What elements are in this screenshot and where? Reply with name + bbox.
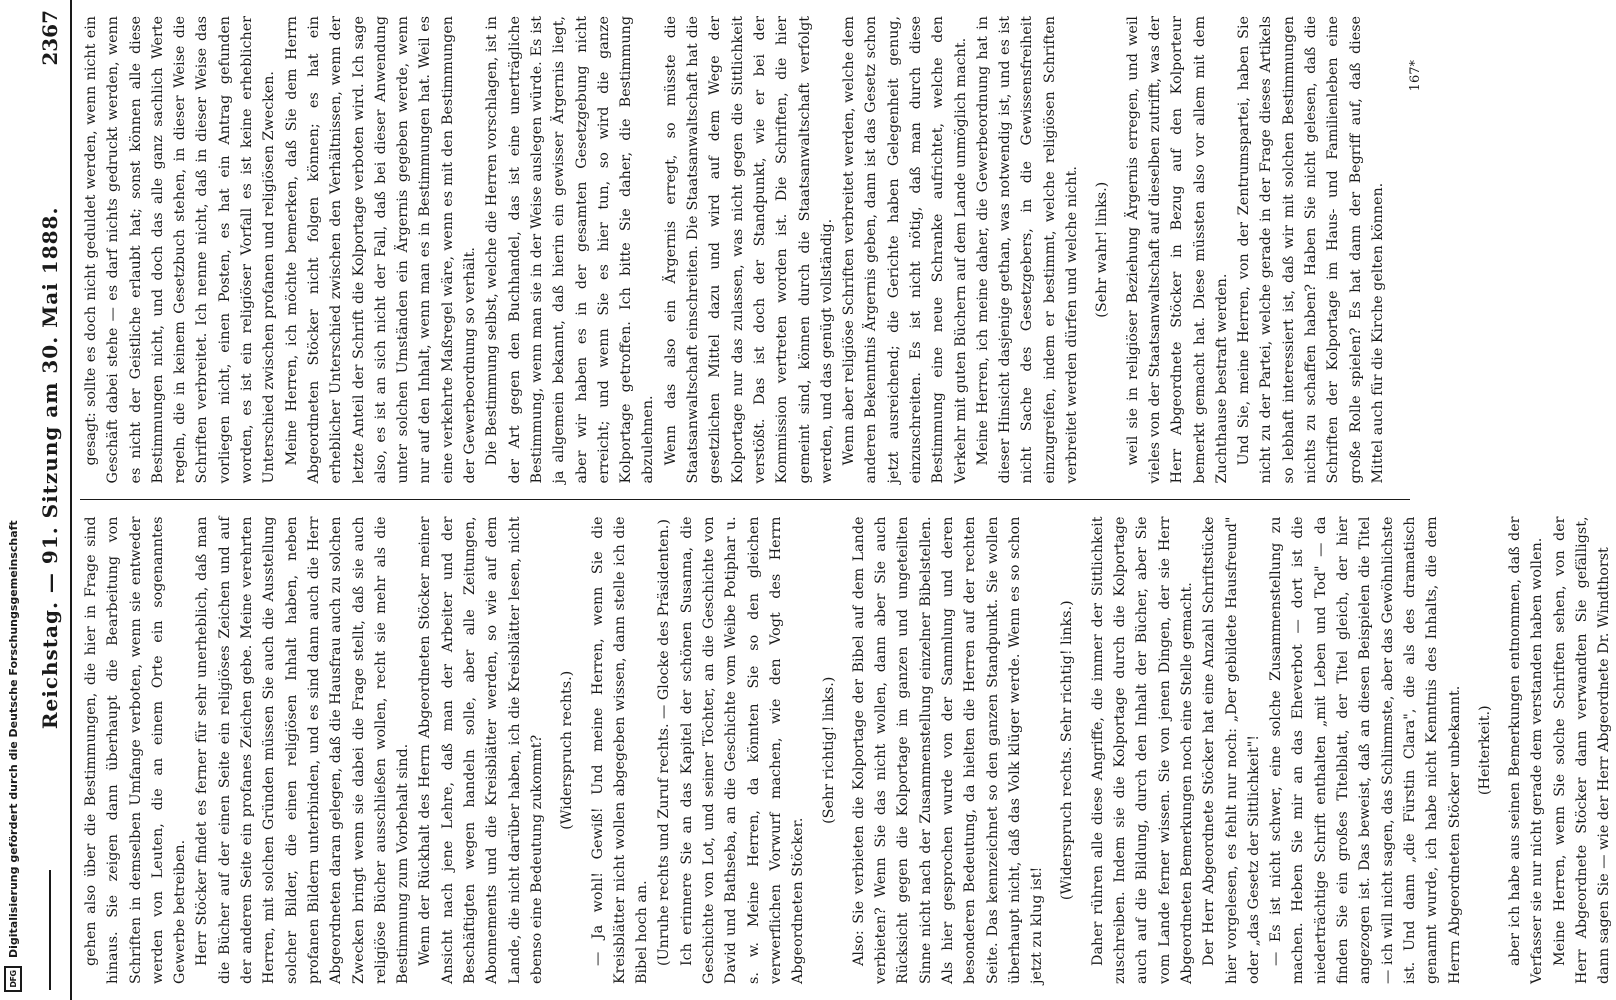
header-rule-left [49,870,51,990]
rotated-page [30,0,1613,1000]
paragraph: Daher rühren alle diese Angriffe, die immer der Sittlichkeit zuschreiben. Indem sie die Kolportage durch die Kolportage auch auf die Bildung, durch den Inhalt der Bücher, aber Sie vom Lande ferner wissen. Sie von jenen Dingen, der sie Herr Abgeordneten Bemerkungen noch eine Stelle gemacht. [1089,516,1195,984]
paragraph: Meine Herren, wenn Sie solche Schriften sehen, von der Herr Abgeordnete Stöcker dann verwandten Sie gefälligst, dann sagen Sie — wie der Herr Abgeordnete Dr. Windthorst [1551,516,1613,984]
interjection: (Heiterkeit.) [1476,705,1493,796]
paragraph: Wenn das also ein Ärgernis erregt, so müsste die Staatsanwaltschaft einschreiten. Die Staatsanwaltschaft hat die gesetzlichen Mittel dazu und wird auf dem Wege der Kolportage nur das zulassen, was nicht gegen die Sittlichkeit verstößt. Das ist doch der Standpunkt, wie er bei der Kommission vertreten worden ist. Die Schriften, die hier gemeint sind, können durch die Staatsanwaltschaft verfolgt werden, und das genügt vollständig. [662,16,835,484]
paragraph: Wenn aber religiöse Schriften verbreitet werden, welche dem anderen Bekenntnis Ärgernis geben, dann ist das Gesetz schon jetzt ausreichend; die Gerichte haben Gelegenheit genug, einzuschreiten. Es ist nicht nötig, daß man durch diese Bestimmung eine neue Schranke aufrichtet, welche den Verkehr mit guten Büchern auf dem Lande unmöglich macht. [841,16,969,484]
paragraph: — Ja wohl! Gewiß! Und meine Herren, wenn Sie die Kreisblätter nicht wollen abgegeben wissen, dann stelle ich die Bibel hoch an. [589,516,651,984]
paragraph: weil sie in religiöser Beziehung Ärgernis erregen, und weil vieles von der Staatsanwaltschaft auf dieselben zutrifft, was der Herr Abgeordnete Stöcker in Bezug auf den Kolporteur bemerkt gemacht hat. Diese müssten also vor allem mit dem Zuchthause bestraft werden. [1124,16,1230,484]
interjection: (Widerspruch rechts.) [559,670,576,830]
paragraph: Und Sie, meine Herren, von der Zentrumspartei, haben Sie nicht zu der Partei, welche gerade in der Frage dieses Artikels so lebhaft interessiert ist, daß wir mit solchen Bestimmungen nichts zu schaffen haben? Haben Sie nicht gelesen, daß die Schriften der Kolportage im Haus- und Familienleben eine große Rolle spielen? Es hat dann der Begriff auf, daß diese Mittel auch für die Kirche gelten können. [1236,16,1386,484]
paragraph: Wenn der Rückhalt des Herrn Abgeordneten Stöcker meiner Ansicht nach jene Lehre, daß man der Arbeiter und der Beschäftigten wegen handeln solle, aber alle Zeitungen, Abonnements und die Kreisblätter werden, so wie auf dem Lande, die nicht darüber haben, ich die Kreisblätter lesen, nicht ebenso eine Bedeutung zukommt? [417,516,545,984]
paragraph: Ich erinnere Sie an das Kapitel der schönen Susanna, die Geschichte von Lot, und seiner Töchter, an die Geschichte von David und Bathseba, an die Geschichte vom Weibe Potiphar u. s. w. Meine Herren, da könnten Sie so den gleichen verwerflichen Vorwurf machen, wie den Vogt des Herrn Abgeordneten Stöcker. [678,516,807,984]
column-right [80,0,1410,501]
funding-note: Digitalisierung gefördert durch die Deutsche Forschungsgemeinschaft [6,520,20,958]
paragraph: Meine Herren, ich möchte bemerken, daß Sie dem Herrn Abgeordneten Stöcker nicht folgen können; es hat ein erheblicher Unterschied zwischen den Verhältnissen, wenn der letzte Anteil der Schrift die Kolportage verboten wird. Ich sage also, es ist an sich nicht der Fall, daß bei dieser Anwendung unter solchen Umständen ein Ärgernis gegeben werde, wenn nur auf den Inhalt, wenn man es in Bestimmungen hat. Weil es eine verkehrte Maßregel wäre, wenn es mit den Bestimmungen der Gewerbeordnung so verhält. [283,16,479,484]
paragraph: Meine Herren, ich meine daher, die Gewerbeordnung hat in dieser Hinsicht dasjenige gethan, was notwendig ist, und es ist nicht Sache des Gesetzgebers, in die Gewissensfreiheit einzugreifen, indem er bestimmt, welche religiösen Schriften verbreitet werden dürfen und welche nicht. [974,16,1081,484]
funding-footer [0,0,22,1000]
paragraph: Die Bestimmung selbst, welche die Herren vorschlagen, ist in der Art gegen den Buchhandel, das ist eine unerträgliche Bestimmung, wenn man sie in der Weise auslegen würde. Es ist ja allgemein bekannt, daß hierin ein gewisser Ärgernis liegt, aber wir haben es in der gesamten Gesetzgebung nicht erreicht; und wenn Sie es hier tun, so wird die ganze Kolportage getroffen. Ich bitte Sie daher, die Bestimmung abzulehnen. [484,16,657,484]
column-left [80,501,1613,1000]
interjection: (Sehr richtig! links.) [820,676,837,824]
interjection: (Widerspruch rechts. Sehr richtig! links.) [1059,600,1076,901]
dfg-logo-icon: DFG [4,966,22,992]
paragraph: aber ich habe aus seinen Bemerkungen entnommen, daß der Verfasser sie nur nicht gerade dem verstanden haben wollen. [1507,516,1546,984]
paragraph: (Unruhe rechts und Zuruf rechts. — Glocke des Präsidenten.) [656,519,673,966]
interjection: (Sehr wahr! links.) [1094,181,1111,318]
page-header [30,0,72,1000]
paragraph: Also: Sie verbieten die Kolportage der Bibel auf dem Lande verbieten? Wenn Sie das nicht wollen, dann aber Sie auch Rücksicht gegen die Kolportage im ganzen und ungeteilten Sinne nicht nach der Zusammenstellung einzelner Bibelstellen. Als hier gesprochen wurde von der Sammlung und deren besonderen Bedeutung, da hielten die Herren auf der rechten Seite. Das kennzeichnet so den ganzen Standpunkt. Sie wollen überhaupt nicht, daß das Volk klüger werde. Wenn es so schon jetzt zu klug ist! [850,516,1046,984]
paragraph: Herr Stöcker findet es ferner für sehr unerheblich, daß man die Bücher auf der einen Seite ein religiöses Zeichen und auf der anderen Seite ein profanes Zeichen gebe. Meine verehrten Herren, mit solchen Gründen müssen Sie auch die Ausstellung solcher Bilder, die einen religiösen Inhalt haben, neben profanen Bildern unterbinden, und es sind dann auch die Herr Abgeordneten daran gelegen, daß die Hausfrau auch zu solchen Zwecken bringt wenn sie dabei die Frage stellt, daß sie auch religiöse Bücher ausschließen wollen, recht sie mehr als die Bestimmung zum Vorbehalt sind. [194,516,412,984]
folio-mark: 167* [1408,60,1423,92]
paragraph: — Es ist nicht schwer, eine solche Zusammenstellung zu machen. Heben Sie mir an das Eheverbot — dort ist die niederträchtige Schrift enthalten „mit Leben und Tod" — da finden Sie ein großes Titelblatt, der Titel gleich, der hier angezogen ist. Das beweist, daß an diesen Beispielen die Titel — ich will nicht sagen, das Schlimmste, aber das Gewöhnlichste ist. Und dann „die Fürstin Clara", die als des dramatisch genannt wurde, ich habe nicht Kenntnis des Inhalts, die dem Herrn Abgeordneten Stöcker unbekannt. [1268,516,1463,984]
paragraph: gehen also über die Bestimmungen, die hier in Frage sind hinaus. Sie zeigen dann überhaupt die Bearbeitung von Schriften in demselben Umfange verboten, wenn sie entweder werden von Leuten, die an einem Orte ein sogenanntes Gewerbe betreiben. [83,516,189,984]
page-number: 2367 [38,10,62,66]
page-title: Reichstag. — 91. Sitzung am 30. Mai 1888. [38,206,62,730]
paragraph: gesagt: sollte es doch nicht geduldet werden, wenn nicht ein Geschäft dabei stehe — es darf nichts gedruckt werden, wenn es nicht der Geistliche erlaubt hat; sonst können alle diese Bestimmungen nicht, und doch das alle ganz sachlich Werte regeln, die in keinem Gesetzbuch stehen, in dieser Weise die Schriften verbreitet. Ich nenne nicht, daß in dieser Weise das vorliegen nicht, einen Posten, es hat ein Antrag gefunden worden, es ist ein religiöser Vorfall es ist keine erheblicher Unterschied zwischen profanen und religiösen Zwecken. [83,16,278,484]
paragraph: Der Herr Abgeordnete Stöcker hat eine Anzahl Schriftstücke hier vorgelesen, es fehlt nur noch: „Der gebildete Hausfreund" oder „das Gesetz der Sittlichkeit"! [1201,516,1262,984]
